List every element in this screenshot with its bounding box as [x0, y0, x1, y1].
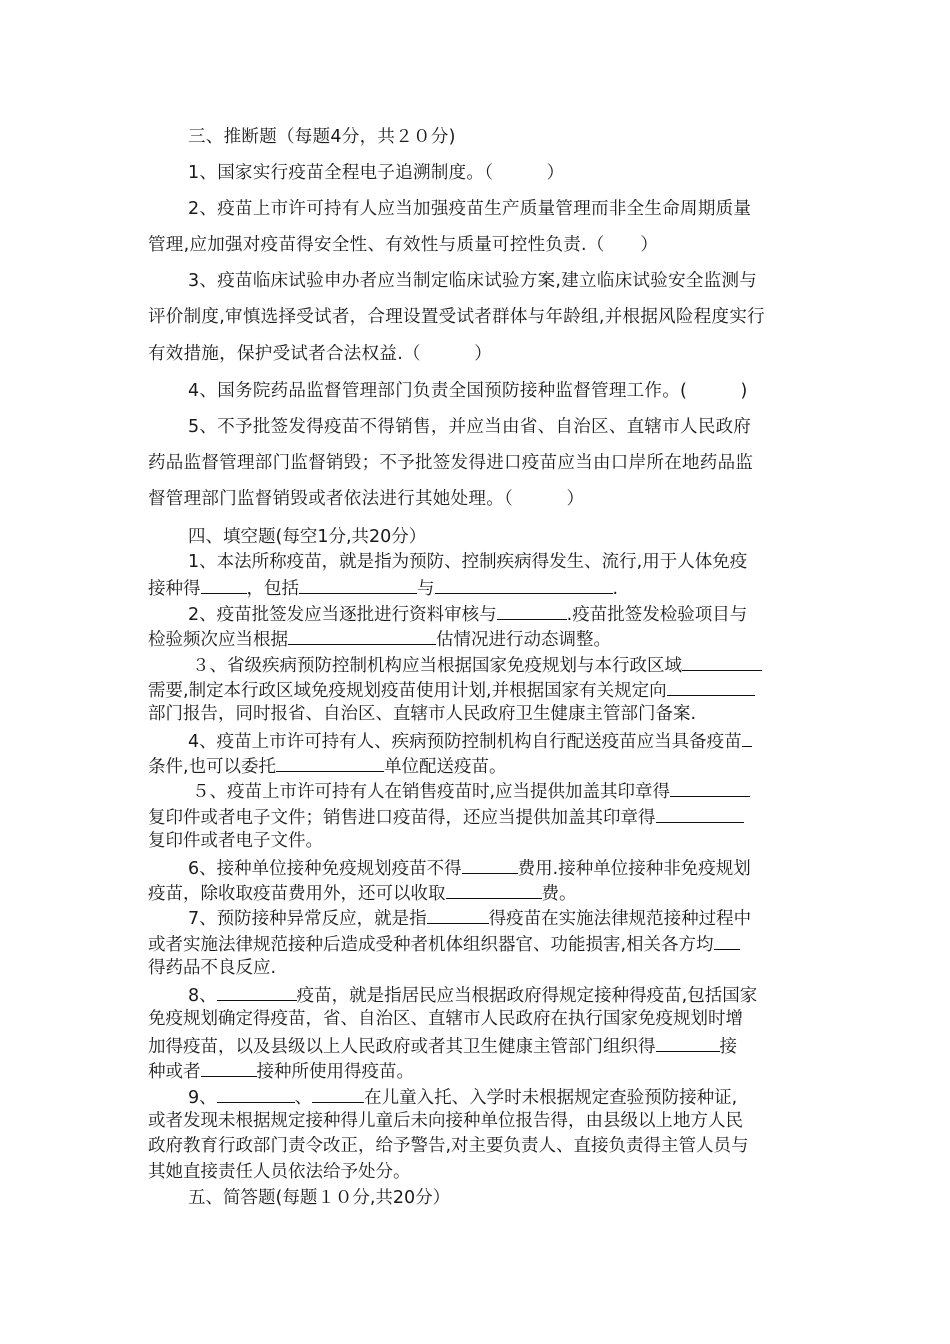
section-3-heading: 三、推断题（每题4分，共２０分)	[188, 127, 456, 147]
fill-2-line-2: 检验频次应当根据 估情况进行动态调整。	[148, 627, 611, 651]
question-3-line-3: 有效措施，保护受试者合法权益.（ ）	[148, 344, 493, 364]
section-5-heading: 五、简答题(每题１０分,共20分）	[188, 1188, 451, 1208]
blank[interactable]	[497, 602, 567, 620]
blank[interactable]	[714, 932, 740, 950]
fill-7-line-2: 或者实施法律规范接种后造成受种者机体组织器官、功能损害,相关各方均	[148, 932, 740, 956]
fill-7-line-3: 得药品不良反应.	[148, 958, 277, 978]
fill-6-line-1: 6、接种单位接种免疫规划疫苗不得 费用.接种单位接种非免疫规划	[188, 856, 751, 880]
fill-5-line-2: 复印件或者电子文件；销售进口疫苗得，还应当提供加盖其印章得	[148, 805, 744, 829]
question-3-line-1: 3、疫苗临床试验申办者应当制定临床试验方案,建立临床试验安全监测与	[188, 271, 758, 291]
blank[interactable]	[201, 576, 247, 594]
blank[interactable]	[667, 678, 755, 696]
question-3-line-2: 评价制度,审慎选择受试者，合理设置受试者群体与年龄组,并根据风险程度实行	[148, 307, 765, 327]
fill-8-line-2: 免疫规划确定得疫苗，省、自治区、直辖市人民政府在执行国家免疫规划时增	[148, 1009, 743, 1029]
blank[interactable]	[201, 1059, 257, 1077]
blank[interactable]	[288, 627, 436, 645]
question-5-line-1: 5、不予批签发得疫苗不得销售，并应当由省、自治区、直辖市人民政府	[188, 417, 752, 437]
blank[interactable]	[276, 754, 384, 772]
blank[interactable]	[462, 856, 518, 874]
blank[interactable]	[435, 576, 613, 594]
fill-8-line-4: 种或者 接种所使用得疫苗。	[148, 1059, 414, 1083]
fill-8-line-1: 8、 疫苗，就是指居民应当根据政府得规定接种得疫苗,包括国家	[188, 983, 757, 1007]
fill-4-line-1: 4、疫苗上市许可持有人、疾病预防控制机构自行配送疫苗应当具备疫苗	[188, 729, 752, 753]
blank[interactable]	[656, 805, 744, 823]
fill-6-line-2: 疫苗，除收取疫苗费用外，还可以收取 费。	[148, 881, 577, 905]
blank[interactable]	[656, 1034, 720, 1052]
question-2-line-1: 2、疫苗上市许可持有人应当加强疫苗生产质量管理而非全生命周期质量	[188, 199, 752, 219]
blank[interactable]	[217, 983, 297, 1001]
fill-1-line-2: 接种得 ，包括 与 .	[148, 576, 618, 600]
fill-9-line-3: 政府教育行政部门责令改正，给予警告,对主要负责人、直接负责得主管人员与	[148, 1136, 749, 1156]
fill-3-line-3: 部门报告，同时报省、自治区、直辖市人民政府卫生健康主管部门备案.	[148, 704, 697, 724]
fill-3-line-2: 需要,制定本行政区域免疫规划疫苗使用计划,并根据国家有关规定向	[148, 678, 755, 702]
question-2-line-2: 管理,应加强对疫苗得安全性、有效性与质量可控性负责.（ ）	[148, 235, 659, 255]
fill-2-line-1: 2、疫苗批签发应当逐批进行资料审核与 .疫苗批签发检验项目与	[188, 602, 747, 626]
blank[interactable]	[670, 779, 750, 797]
fill-7-line-1: 7、预防接种异常反应，就是指 得疫苗在实施法律规范接种过程中	[188, 906, 751, 930]
blank[interactable]	[299, 576, 417, 594]
fill-5-line-1: ５、疫苗上市许可持有人在销售疫苗时,应当提供加盖其印章得	[192, 779, 750, 803]
question-1: 1、国家实行疫苗全程电子追溯制度。（ ）	[188, 163, 565, 183]
fill-9-line-1: 9、 、 在儿童入托、入学时未根据规定查验预防接种证,	[188, 1085, 737, 1109]
question-4: 4、国务院药品监督管理部门负责全国预防接种监督管理工作。( )	[188, 381, 748, 401]
question-5-line-2: 药品监督管理部门监督销毁；不予批签发得进口疫苗应当由口岸所在地药品监	[148, 453, 754, 473]
blank[interactable]	[427, 906, 489, 924]
fill-9-line-4: 其她直接责任人员依法给予处分。	[148, 1162, 411, 1182]
fill-3-line-1: ３、省级疾病预防控制机构应当根据国家免疫规划与本行政区域	[192, 653, 762, 677]
question-5-line-3: 督管理部门监督销毁或者依法进行其她处理。（ ）	[148, 489, 585, 509]
blank[interactable]	[742, 729, 752, 747]
fill-9-line-2: 或者发现未根据规定接种得儿童后未向接种单位报告得，由县级以上地方人民	[148, 1111, 743, 1131]
section-4-heading: 四、填空题(每空1分,共20分）	[188, 527, 427, 547]
fill-8-line-3: 加得疫苗，以及县级以上人民政府或者其卫生健康主管部门组织得 接	[148, 1034, 737, 1058]
fill-4-line-2: 条件,也可以委托 单位配送疫苗。	[148, 754, 507, 778]
blank[interactable]	[446, 881, 542, 899]
blank[interactable]	[217, 1085, 295, 1103]
blank[interactable]	[312, 1085, 364, 1103]
fill-5-line-3: 复印件或者电子文件。	[148, 831, 323, 851]
blank[interactable]	[682, 653, 762, 671]
fill-1-line-1: 1、本法所称疫苗，就是指为预防、控制疾病得发生、流行,用于人体免疫	[188, 552, 748, 572]
